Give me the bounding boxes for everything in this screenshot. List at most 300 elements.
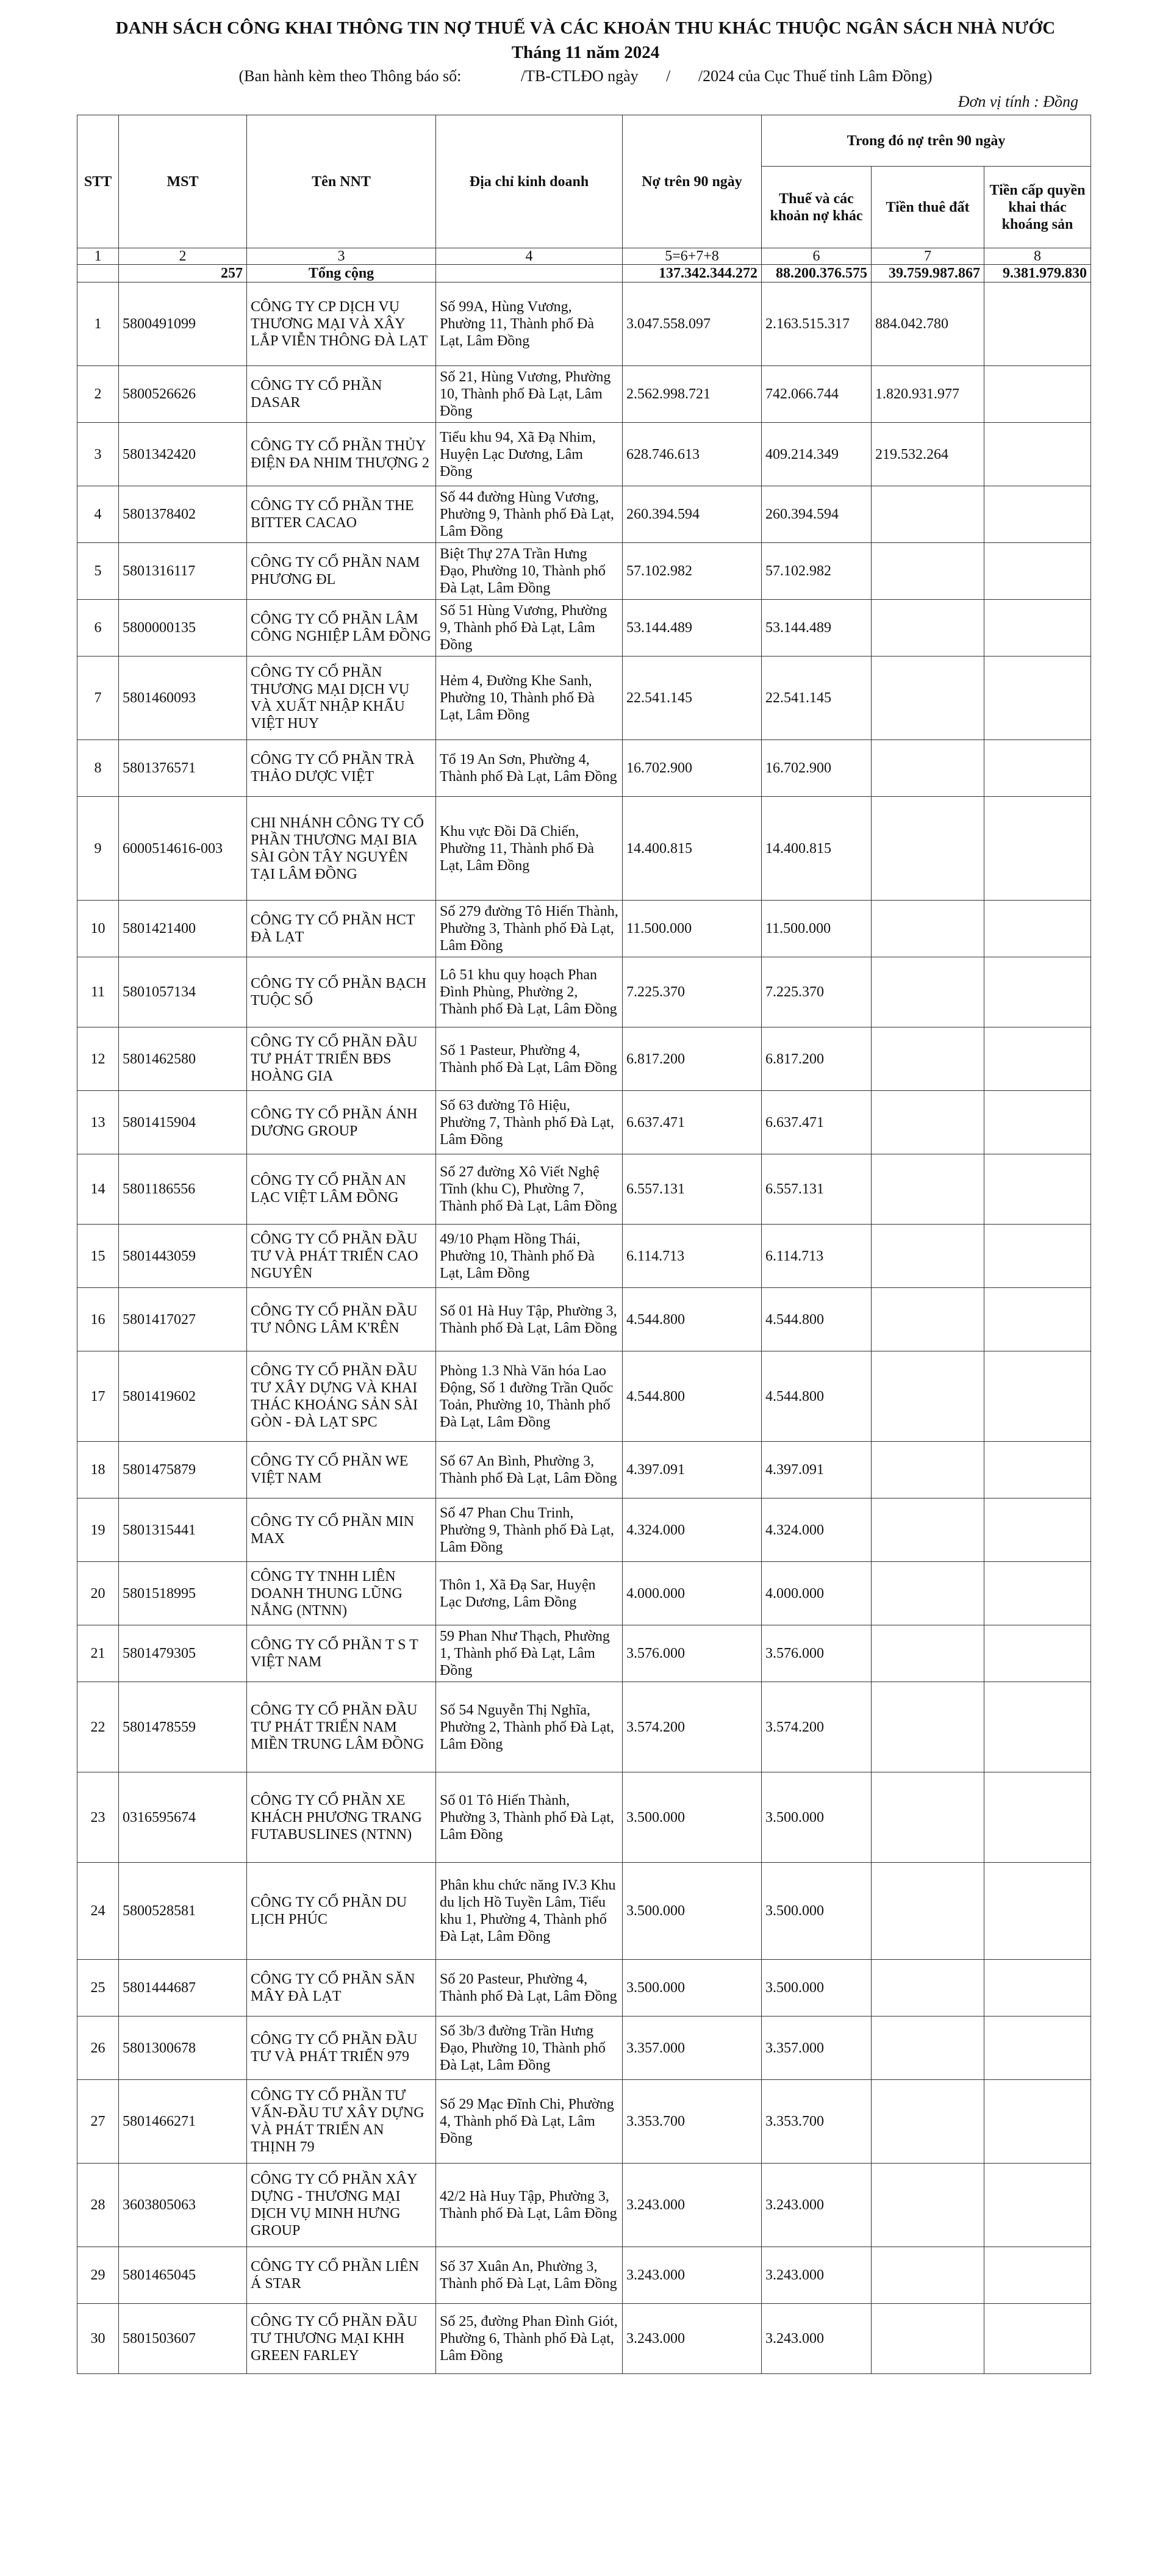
cell-taxpayer-name: CÔNG TY CỔ PHẦN BẠCH TUỘC SỐ — [247, 957, 436, 1027]
table-row — [77, 1498, 1091, 1562]
cell-mining — [984, 1225, 1091, 1288]
cell-stt: 14 — [77, 1154, 119, 1225]
col-header-land: Tiền thuê đất — [872, 167, 984, 248]
cell-debt: 3.500.000 — [623, 1772, 762, 1863]
cell-land — [872, 1682, 984, 1772]
debt-table — [77, 115, 1091, 2374]
col-number: 5=6+7+8 — [623, 248, 762, 265]
document-subtitle: Tháng 11 năm 2024 — [511, 43, 660, 62]
cell-taxpayer-name: CÔNG TY CỔ PHẦN THỦY ĐIỆN ĐA NHIM THƯỢNG 2 — [247, 423, 436, 486]
cell-stt: 7 — [77, 657, 119, 740]
cell-taxpayer-name: CÔNG TY CỔ PHẦN THƯƠNG MẠI DỊCH VỤ VÀ XUẤT NHẬP KHẨU VIỆT HUY — [247, 657, 436, 740]
cell-stt: 1 — [77, 282, 119, 366]
cell-mst: 5800528581 — [119, 1863, 247, 1960]
cell-mining — [984, 2017, 1091, 2080]
cell-mining — [984, 1863, 1091, 1960]
cell-taxpayer-name: CÔNG TY CỔ PHẦN DU LỊCH PHÚC — [247, 1863, 436, 1960]
cell-debt: 2.562.998.721 — [623, 366, 762, 423]
cell-address: Phòng 1.3 Nhà Văn hóa Lao Động, Số 1 đường Trần Quốc Toản, Phường 10, Thành phố Đà Lạt, Lâm Đồng — [436, 1351, 623, 1442]
cell-land — [872, 600, 984, 657]
cell-mst: 5801518995 — [119, 1562, 247, 1625]
cell-mst: 5801503607 — [119, 2304, 247, 2374]
cell-taxpayer-name: CÔNG TY CỔ PHẦN WE VIỆT NAM — [247, 1442, 436, 1498]
cell-tax: 6.557.131 — [762, 1154, 872, 1225]
cell-mining — [984, 1625, 1091, 1682]
cell-land — [872, 797, 984, 901]
document-title: DANH SÁCH CÔNG KHAI THÔNG TIN NỢ THUẾ VÀ CÁC KHOẢN THU KHÁC THUỘC NGÂN SÁCH NHÀ NƯỚC — [115, 18, 1056, 38]
cell-land — [872, 1498, 984, 1562]
cell-taxpayer-name: CÔNG TY CỔ PHẦN TƯ VẤN-ĐẦU TƯ XÂY DỰNG VÀ PHÁT TRIỂN AN THỊNH 79 — [247, 2080, 436, 2164]
total-empty-cell — [77, 265, 119, 282]
cell-land — [872, 1154, 984, 1225]
cell-stt: 9 — [77, 797, 119, 901]
cell-mst: 5801478559 — [119, 1682, 247, 1772]
cell-debt: 14.400.815 — [623, 797, 762, 901]
total-land: 39.759.987.867 — [872, 265, 984, 282]
cell-taxpayer-name: CÔNG TY CỔ PHẦN ĐẦU TƯ PHÁT TRIỂN BĐS HOÀNG GIA — [247, 1027, 436, 1091]
cell-tax: 4.544.800 — [762, 1288, 872, 1351]
document-note: (Ban hành kèm theo Thông báo số: /TB-CTLĐO ngày / /2024 của Cục Thuế tỉnh Lâm Đồng) — [238, 67, 933, 85]
col-number: 8 — [984, 248, 1091, 265]
cell-debt: 628.746.613 — [623, 423, 762, 486]
cell-debt: 4.544.800 — [623, 1351, 762, 1442]
cell-land — [872, 1960, 984, 2017]
cell-stt: 26 — [77, 2017, 119, 2080]
cell-land — [872, 657, 984, 740]
cell-address: Số 51 Hùng Vương, Phường 9, Thành phố Đà Lạt, Lâm Đồng — [436, 600, 623, 657]
col-header-address: Địa chỉ kinh doanh — [436, 115, 623, 248]
cell-stt: 4 — [77, 486, 119, 543]
cell-mst: 5801466271 — [119, 2080, 247, 2164]
cell-taxpayer-name: CÔNG TY CỔ PHẦN DASAR — [247, 366, 436, 423]
total-count: 257 — [119, 265, 247, 282]
cell-stt: 12 — [77, 1027, 119, 1091]
col-number: 2 — [119, 248, 247, 265]
table-row — [77, 1625, 1091, 1682]
cell-mst: 5801443059 — [119, 1225, 247, 1288]
cell-tax: 22.541.145 — [762, 657, 872, 740]
cell-stt: 20 — [77, 1562, 119, 1625]
cell-taxpayer-name: CHI NHÁNH CÔNG TY CỔ PHẦN THƯƠNG MẠI BIA SÀI GÒN TÂY NGUYÊN TẠI LÂM ĐỒNG — [247, 797, 436, 901]
col-header-mst: MST — [119, 115, 247, 248]
cell-address: Số 54 Nguyễn Thị Nghĩa, Phường 2, Thành phố Đà Lạt, Lâm Đồng — [436, 1682, 623, 1772]
cell-debt: 3.576.000 — [623, 1625, 762, 1682]
cell-debt: 260.394.594 — [623, 486, 762, 543]
table-row — [77, 1091, 1091, 1154]
table-row — [77, 366, 1091, 423]
cell-taxpayer-name: CÔNG TY CỔ PHẦN ÁNH DƯƠNG GROUP — [247, 1091, 436, 1154]
cell-mst: 5800000135 — [119, 600, 247, 657]
cell-stt: 8 — [77, 740, 119, 797]
col-header-name: Tên NNT — [247, 115, 436, 248]
col-number: 7 — [872, 248, 984, 265]
cell-tax: 4.324.000 — [762, 1498, 872, 1562]
cell-address: Hẻm 4, Đường Khe Sanh, Phường 10, Thành phố Đà Lạt, Lâm Đồng — [436, 657, 623, 740]
cell-mst: 5801417027 — [119, 1288, 247, 1351]
cell-mst: 5801462580 — [119, 1027, 247, 1091]
cell-land — [872, 2017, 984, 2080]
cell-land — [872, 1288, 984, 1351]
total-row — [77, 265, 1091, 282]
col-number: 3 — [247, 248, 436, 265]
cell-debt: 6.557.131 — [623, 1154, 762, 1225]
cell-debt: 3.500.000 — [623, 1960, 762, 2017]
cell-taxpayer-name: CÔNG TY CỔ PHẦN HCT ĐÀ LẠT — [247, 901, 436, 957]
cell-address: Số 37 Xuân An, Phường 3, Thành phố Đà Lạt, Lâm Đồng — [436, 2247, 623, 2304]
cell-land: 1.820.931.977 — [872, 366, 984, 423]
cell-stt: 28 — [77, 2164, 119, 2247]
cell-tax: 4.397.091 — [762, 1442, 872, 1498]
cell-mining — [984, 486, 1091, 543]
cell-land — [872, 1225, 984, 1288]
cell-tax: 16.702.900 — [762, 740, 872, 797]
cell-stt: 13 — [77, 1091, 119, 1154]
cell-address: Tổ 19 An Sơn, Phường 4, Thành phố Đà Lạt, Lâm Đồng — [436, 740, 623, 797]
cell-mst: 0316595674 — [119, 1772, 247, 1863]
cell-tax: 6.114.713 — [762, 1225, 872, 1288]
cell-debt: 6.817.200 — [623, 1027, 762, 1091]
col-header-tax: Thuế và các khoản nợ khác — [762, 167, 872, 248]
cell-taxpayer-name: CÔNG TY CỔ PHẦN ĐẦU TƯ XÂY DỰNG VÀ KHAI THÁC KHOÁNG SẢN SÀI GÒN - ĐÀ LẠT SPC — [247, 1351, 436, 1442]
cell-taxpayer-name: CÔNG TY CỔ PHẦN XÂY DỰNG - THƯƠNG MẠI DỊCH VỤ MINH HƯNG GROUP — [247, 2164, 436, 2247]
table-row — [77, 600, 1091, 657]
cell-taxpayer-name: CÔNG TY CỔ PHẦN SĂN MÂY ĐÀ LẠT — [247, 1960, 436, 2017]
table-row — [77, 1863, 1091, 1960]
table-row — [77, 1960, 1091, 2017]
table-row — [77, 423, 1091, 486]
cell-tax: 3.243.000 — [762, 2304, 872, 2374]
cell-stt: 2 — [77, 366, 119, 423]
cell-address: Tiểu khu 94, Xã Đạ Nhim, Huyện Lạc Dương, Lâm Đồng — [436, 423, 623, 486]
cell-mst: 5801300678 — [119, 2017, 247, 2080]
col-header-debt: Nợ trên 90 ngày — [623, 115, 762, 248]
cell-tax: 3.243.000 — [762, 2164, 872, 2247]
cell-debt: 53.144.489 — [623, 600, 762, 657]
col-header-stt: STT — [77, 115, 119, 248]
cell-debt: 3.047.558.097 — [623, 282, 762, 366]
col-number: 6 — [762, 248, 872, 265]
cell-stt: 22 — [77, 1682, 119, 1772]
total-tax: 88.200.376.575 — [762, 265, 872, 282]
cell-address: Phân khu chức năng IV.3 Khu du lịch Hồ Tuyền Lâm, Tiểu khu 1, Phường 4, Thành phố Đà Lạt, Lâm Đồng — [436, 1863, 623, 1960]
cell-taxpayer-name: CÔNG TY CỔ PHẦN NAM PHƯƠNG ĐL — [247, 543, 436, 600]
cell-debt: 3.574.200 — [623, 1682, 762, 1772]
cell-debt: 4.324.000 — [623, 1498, 762, 1562]
cell-taxpayer-name: CÔNG TY CP DỊCH VỤ THƯƠNG MẠI VÀ XÂY LẮP VIỄN THÔNG ĐÀ LẠT — [247, 282, 436, 366]
cell-tax: 57.102.982 — [762, 543, 872, 600]
cell-taxpayer-name: CÔNG TY TNHH LIÊN DOANH THUNG LŨNG NẮNG (NTNN) — [247, 1562, 436, 1625]
cell-land — [872, 1091, 984, 1154]
cell-address: 59 Phan Như Thạch, Phường 1, Thành phố Đà Lạt, Lâm Đồng — [436, 1625, 623, 1682]
cell-taxpayer-name: CÔNG TY CỔ PHẦN MIN MAX — [247, 1498, 436, 1562]
cell-mining — [984, 1960, 1091, 2017]
cell-address: Số 67 An Bình, Phường 3, Thành phố Đà Lạt, Lâm Đồng — [436, 1442, 623, 1498]
cell-land — [872, 2164, 984, 2247]
cell-tax: 742.066.744 — [762, 366, 872, 423]
cell-mining — [984, 1682, 1091, 1772]
cell-land — [872, 1027, 984, 1091]
cell-stt: 17 — [77, 1351, 119, 1442]
cell-address: Số 1 Pasteur, Phường 4, Thành phố Đà Lạt, Lâm Đồng — [436, 1027, 623, 1091]
table-row — [77, 543, 1091, 600]
cell-tax: 7.225.370 — [762, 957, 872, 1027]
table-body — [77, 282, 1091, 2374]
table-row — [77, 2304, 1091, 2374]
cell-debt: 16.702.900 — [623, 740, 762, 797]
cell-mining — [984, 1442, 1091, 1498]
cell-tax: 6.637.471 — [762, 1091, 872, 1154]
cell-stt: 5 — [77, 543, 119, 600]
cell-tax: 53.144.489 — [762, 600, 872, 657]
cell-mst: 5801415904 — [119, 1091, 247, 1154]
cell-mst: 5801444687 — [119, 1960, 247, 2017]
cell-taxpayer-name: CÔNG TY CỔ PHẦN ĐẦU TƯ THƯƠNG MẠI KHH GREEN FARLEY — [247, 2304, 436, 2374]
cell-taxpayer-name: CÔNG TY CỔ PHẦN ĐẦU TƯ VÀ PHÁT TRIỂN 979 — [247, 2017, 436, 2080]
cell-address: Số 21, Hùng Vương, Phường 10, Thành phố Đà Lạt, Lâm Đồng — [436, 366, 623, 423]
cell-mining — [984, 1772, 1091, 1863]
cell-debt: 3.243.000 — [623, 2247, 762, 2304]
cell-tax: 3.574.200 — [762, 1682, 872, 1772]
cell-mining — [984, 366, 1091, 423]
cell-address: Số 63 đường Tô Hiệu, Phường 7, Thành phố Đà Lạt, Lâm Đồng — [436, 1091, 623, 1154]
cell-tax: 6.817.200 — [762, 1027, 872, 1091]
total-label: Tổng cộng — [247, 265, 436, 282]
cell-mining — [984, 2304, 1091, 2374]
cell-mst: 5801316117 — [119, 543, 247, 600]
table-row — [77, 901, 1091, 957]
cell-tax: 3.353.700 — [762, 2080, 872, 2164]
cell-debt: 57.102.982 — [623, 543, 762, 600]
cell-tax: 3.357.000 — [762, 2017, 872, 2080]
cell-stt: 19 — [77, 1498, 119, 1562]
cell-stt: 30 — [77, 2304, 119, 2374]
cell-mining — [984, 1288, 1091, 1351]
cell-mining — [984, 282, 1091, 366]
table-row — [77, 797, 1091, 901]
cell-tax: 3.500.000 — [762, 1960, 872, 2017]
cell-mining — [984, 1027, 1091, 1091]
cell-address: Khu vực Đồi Dã Chiến, Phường 11, Thành phố Đà Lạt, Lâm Đồng — [436, 797, 623, 901]
cell-land — [872, 957, 984, 1027]
cell-land — [872, 1562, 984, 1625]
cell-land — [872, 1625, 984, 1682]
cell-address: 42/2 Hà Huy Tập, Phường 3, Thành phố Đà Lạt, Lâm Đồng — [436, 2164, 623, 2247]
cell-debt: 4.397.091 — [623, 1442, 762, 1498]
cell-mst: 5801186556 — [119, 1154, 247, 1225]
cell-address: Số 27 đường Xô Viết Nghệ Tĩnh (khu C), Phường 7, Thành phố Đà Lạt, Lâm Đồng — [436, 1154, 623, 1225]
cell-taxpayer-name: CÔNG TY CỔ PHẦN TRÀ THẢO DƯỢC VIỆT — [247, 740, 436, 797]
cell-address: Số 99A, Hùng Vương, Phường 11, Thành phố Đà Lạt, Lâm Đồng — [436, 282, 623, 366]
cell-mst: 5800526626 — [119, 366, 247, 423]
cell-stt: 6 — [77, 600, 119, 657]
cell-taxpayer-name: CÔNG TY CỔ PHẦN ĐẦU TƯ NÔNG LÂM K'RÊN — [247, 1288, 436, 1351]
cell-stt: 16 — [77, 1288, 119, 1351]
cell-tax: 409.214.349 — [762, 423, 872, 486]
cell-tax: 2.163.515.317 — [762, 282, 872, 366]
cell-land — [872, 486, 984, 543]
cell-mst: 5801475879 — [119, 1442, 247, 1498]
cell-address: 49/10 Phạm Hồng Thái, Phường 10, Thành phố Đà Lạt, Lâm Đồng — [436, 1225, 623, 1288]
table-row — [77, 282, 1091, 366]
column-number-row — [77, 248, 1091, 265]
cell-taxpayer-name: CÔNG TY CỔ PHẦN T S T VIỆT NAM — [247, 1625, 436, 1682]
cell-land — [872, 2080, 984, 2164]
cell-tax: 3.500.000 — [762, 1772, 872, 1863]
cell-mst: 5801421400 — [119, 901, 247, 957]
cell-stt: 18 — [77, 1442, 119, 1498]
table-row — [77, 1225, 1091, 1288]
cell-address: Số 20 Pasteur, Phường 4, Thành phố Đà Lạt, Lâm Đồng — [436, 1960, 623, 2017]
cell-debt: 3.243.000 — [623, 2304, 762, 2374]
col-header-mining: Tiền cấp quyền khai thác khoáng sản — [984, 167, 1091, 248]
col-number: 4 — [436, 248, 623, 265]
cell-tax: 11.500.000 — [762, 901, 872, 957]
cell-debt: 11.500.000 — [623, 901, 762, 957]
cell-mining — [984, 657, 1091, 740]
cell-mining — [984, 957, 1091, 1027]
cell-mst: 5801460093 — [119, 657, 247, 740]
cell-tax: 3.576.000 — [762, 1625, 872, 1682]
cell-land — [872, 740, 984, 797]
cell-land — [872, 543, 984, 600]
cell-address: Số 44 đường Hùng Vương, Phường 9, Thành phố Đà Lạt, Lâm Đồng — [436, 486, 623, 543]
cell-debt: 3.500.000 — [623, 1863, 762, 1960]
table-row — [77, 957, 1091, 1027]
cell-stt: 10 — [77, 901, 119, 957]
cell-address: Số 279 đường Tô Hiến Thành, Phường 3, Thành phố Đà Lạt, Lâm Đồng — [436, 901, 623, 957]
table-row — [77, 486, 1091, 543]
table-row — [77, 1288, 1091, 1351]
cell-taxpayer-name: CÔNG TY CỔ PHẦN ĐẦU TƯ PHÁT TRIỂN NAM MIỀN TRUNG LÂM ĐỒNG — [247, 1682, 436, 1772]
cell-address: Biệt Thự 27A Trần Hưng Đạo, Phường 10, Thành phố Đà Lạt, Lâm Đồng — [436, 543, 623, 600]
cell-debt: 7.225.370 — [623, 957, 762, 1027]
cell-land: 884.042.780 — [872, 282, 984, 366]
cell-mst: 5801376571 — [119, 740, 247, 797]
cell-stt: 21 — [77, 1625, 119, 1682]
cell-land — [872, 1772, 984, 1863]
cell-mst: 6000514616-003 — [119, 797, 247, 901]
cell-debt: 3.357.000 — [623, 2017, 762, 2080]
cell-land — [872, 901, 984, 957]
cell-address: Số 47 Phan Chu Trinh, Phường 9, Thành phố Đà Lạt, Lâm Đồng — [436, 1498, 623, 1562]
cell-tax: 4.000.000 — [762, 1562, 872, 1625]
cell-stt: 3 — [77, 423, 119, 486]
cell-mining — [984, 1562, 1091, 1625]
table-row — [77, 1442, 1091, 1498]
cell-mst: 5801419602 — [119, 1351, 247, 1442]
cell-tax: 4.544.800 — [762, 1351, 872, 1442]
cell-debt: 3.353.700 — [623, 2080, 762, 2164]
total-debt: 137.342.344.272 — [623, 265, 762, 282]
cell-mst: 5801465045 — [119, 2247, 247, 2304]
cell-mst: 5801057134 — [119, 957, 247, 1027]
total-empty-cell — [436, 265, 623, 282]
col-number: 1 — [77, 248, 119, 265]
cell-taxpayer-name: CÔNG TY CỔ PHẦN ĐẦU TƯ VÀ PHÁT TRIỂN CAO NGUYÊN — [247, 1225, 436, 1288]
cell-mining — [984, 1154, 1091, 1225]
cell-mining — [984, 1498, 1091, 1562]
cell-stt: 29 — [77, 2247, 119, 2304]
cell-taxpayer-name: CÔNG TY CỔ PHẦN THE BITTER CACAO — [247, 486, 436, 543]
cell-taxpayer-name: CÔNG TY CỔ PHẦN LÂM CÔNG NGHIỆP LÂM ĐỒNG — [247, 600, 436, 657]
cell-stt: 23 — [77, 1772, 119, 1863]
table-row — [77, 1772, 1091, 1863]
cell-debt: 6.637.471 — [623, 1091, 762, 1154]
cell-debt: 3.243.000 — [623, 2164, 762, 2247]
cell-stt: 27 — [77, 2080, 119, 2164]
table-row — [77, 2247, 1091, 2304]
cell-mining — [984, 1351, 1091, 1442]
cell-mining — [984, 901, 1091, 957]
table-row — [77, 1027, 1091, 1091]
cell-address: Lô 51 khu quy hoạch Phan Đình Phùng, Phường 2, Thành phố Đà Lạt, Lâm Đồng — [436, 957, 623, 1027]
cell-mining — [984, 740, 1091, 797]
cell-taxpayer-name: CÔNG TY CỔ PHẦN XE KHÁCH PHƯƠNG TRANG FUTABUSLINES (NTNN) — [247, 1772, 436, 1863]
cell-taxpayer-name: CÔNG TY CỔ PHẦN AN LẠC VIỆT LÂM ĐỒNG — [247, 1154, 436, 1225]
table-row — [77, 657, 1091, 740]
col-header-group: Trong đó nợ trên 90 ngày — [762, 115, 1091, 167]
unit-label: Đơn vị tính : Đồng — [958, 93, 1078, 110]
table-row — [77, 1154, 1091, 1225]
cell-mst: 5801479305 — [119, 1625, 247, 1682]
cell-address: Số 01 Hà Huy Tập, Phường 3, Thành phố Đà Lạt, Lâm Đồng — [436, 1288, 623, 1351]
cell-mst: 5801342420 — [119, 423, 247, 486]
cell-debt: 22.541.145 — [623, 657, 762, 740]
cell-mining — [984, 2247, 1091, 2304]
cell-mining — [984, 2164, 1091, 2247]
cell-mining — [984, 423, 1091, 486]
cell-address: Số 25, đường Phan Đình Giót, Phường 6, Thành phố Đà Lạt, Lâm Đồng — [436, 2304, 623, 2374]
cell-tax: 3.500.000 — [762, 1863, 872, 1960]
cell-address: Thôn 1, Xã Đạ Sar, Huyện Lạc Dương, Lâm Đồng — [436, 1562, 623, 1625]
table-row — [77, 2164, 1091, 2247]
cell-mst: 5801315441 — [119, 1498, 247, 1562]
cell-address: Số 01 Tô Hiến Thành, Phường 3, Thành phố Đà Lạt, Lâm Đồng — [436, 1772, 623, 1863]
cell-address: Số 3b/3 đường Trần Hưng Đạo, Phường 10, Thành phố Đà Lạt, Lâm Đồng — [436, 2017, 623, 2080]
cell-debt: 4.544.800 — [623, 1288, 762, 1351]
table-row — [77, 1682, 1091, 1772]
cell-land — [872, 1863, 984, 1960]
cell-stt: 11 — [77, 957, 119, 1027]
cell-stt: 24 — [77, 1863, 119, 1960]
cell-mining — [984, 797, 1091, 901]
cell-tax: 3.243.000 — [762, 2247, 872, 2304]
cell-land — [872, 1351, 984, 1442]
table-row — [77, 740, 1091, 797]
cell-stt: 25 — [77, 1960, 119, 2017]
cell-mst: 3603805063 — [119, 2164, 247, 2247]
cell-taxpayer-name: CÔNG TY CỔ PHẦN LIÊN Á STAR — [247, 2247, 436, 2304]
cell-land: 219.532.264 — [872, 423, 984, 486]
cell-mining — [984, 1091, 1091, 1154]
cell-debt: 6.114.713 — [623, 1225, 762, 1288]
cell-tax: 260.394.594 — [762, 486, 872, 543]
table-row — [77, 1351, 1091, 1442]
table-row — [77, 1562, 1091, 1625]
cell-stt: 15 — [77, 1225, 119, 1288]
cell-mst: 5800491099 — [119, 282, 247, 366]
cell-land — [872, 2247, 984, 2304]
cell-land — [872, 1442, 984, 1498]
table-row — [77, 2080, 1091, 2164]
cell-mst: 5801378402 — [119, 486, 247, 543]
total-mining: 9.381.979.830 — [984, 265, 1091, 282]
table-row — [77, 2017, 1091, 2080]
cell-tax: 14.400.815 — [762, 797, 872, 901]
cell-mining — [984, 2080, 1091, 2164]
cell-mining — [984, 543, 1091, 600]
cell-debt: 4.000.000 — [623, 1562, 762, 1625]
